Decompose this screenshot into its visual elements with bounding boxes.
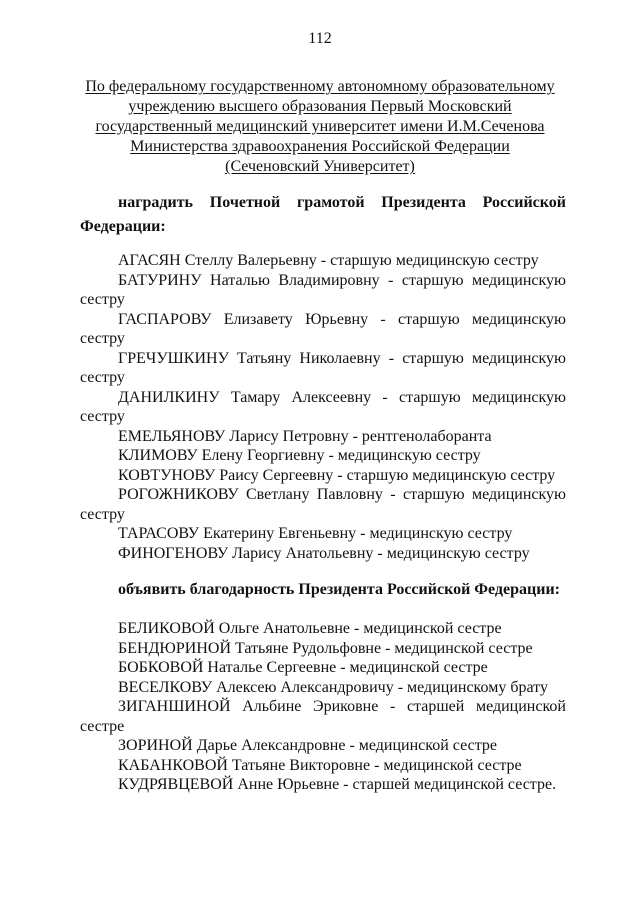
recipient-text: ЕМЕЛЬЯНОВУ Ларису Петровну - рентгенолаборанта — [118, 427, 492, 445]
list-item — [80, 524, 566, 544]
list-item — [80, 271, 566, 310]
recipient-text: ЗИГАНШИНОЙ Альбине Эриковне - старшей медицинской — [118, 698, 566, 715]
list-item — [80, 619, 566, 639]
recipient-text: ТАРАСОВУ Екатерину Евгеньевну - медицинскую сестру — [118, 525, 513, 542]
recipient-text: РОГОЖНИКОВУ Светлану Павловну - старшую медицинскую — [118, 486, 566, 503]
list-item — [80, 349, 566, 388]
heading-line: (Сеченовский Университет) — [225, 158, 415, 175]
recipient-text: АГАСЯН Стеллу Валерьевну - старшую медицинскую сестру — [118, 252, 539, 269]
recipient-text: БОБКОВОЙ Наталье Сергеевне - медицинской сестре — [118, 659, 488, 676]
recipient-text: КУДРЯВЦЕВОЙ Анне Юрьевне - старшей медицинской сестре. — [118, 776, 557, 793]
list-item — [80, 485, 566, 524]
page-number: 112 — [308, 30, 332, 47]
recipient-text-continuation: сестру — [80, 330, 125, 347]
list-item — [80, 544, 566, 564]
list-item — [80, 639, 566, 659]
recipient-text-continuation: сестру — [80, 408, 125, 425]
recipient-text-continuation: сестре — [80, 717, 125, 735]
recipient-text: КАБАНКОВОЙ Татьяне Викторовне - медицинской сестре — [118, 756, 522, 774]
recipient-text-continuation: сестру — [80, 505, 125, 523]
heading-line: По федеральному государственному автономному образовательному — [85, 78, 555, 95]
recipient-text: БЕЛИКОВОЙ Ольге Анатольевне - медицинской сестре — [118, 620, 502, 637]
recipient-text: ВЕСЕЛКОВУ Алексею Александровичу - медицинскому брату — [118, 678, 548, 696]
gratitude-section-title: объявить благодарность Президента Российской Федерации: — [118, 581, 560, 598]
recipient-text: КЛИМОВУ Елену Георгиевну - медицинскую сестру — [118, 447, 481, 464]
recipient-text: БАТУРИНУ Наталью Владимировну - старшую медицинскую — [118, 271, 566, 289]
gratitude-recipients-list — [80, 619, 566, 795]
recipient-text: ГАСПАРОВУ Елизавету Юрьевну - старшую медицинскую — [118, 310, 566, 328]
organization-heading — [70, 77, 570, 177]
recipient-text-continuation: сестру — [80, 369, 125, 386]
award-recipients-list — [80, 251, 566, 563]
list-item — [80, 775, 566, 795]
list-item — [80, 658, 566, 678]
list-item — [80, 697, 566, 736]
list-item — [80, 251, 566, 271]
list-item — [80, 310, 566, 349]
award-title-line: наградить Почетной грамотой Президента Российской — [118, 194, 566, 211]
recipient-text: БЕНДЮРИНОЙ Татьяне Рудольфовне - медицинской сестре — [118, 639, 533, 657]
recipient-text: ДАНИЛКИНУ Тамару Алексеевну - старшую медицинскую — [118, 388, 566, 406]
list-item — [80, 446, 566, 466]
list-item — [80, 736, 566, 756]
recipient-text: ЗОРИНОЙ Дарье Александровне - медицинской сестре — [118, 737, 497, 754]
list-item — [80, 427, 566, 447]
heading-line: государственный медицинский университет имени И.М.Сеченова — [95, 118, 545, 135]
list-item — [80, 678, 566, 698]
award-title-line: Федерации: — [80, 218, 166, 235]
list-item — [80, 756, 566, 776]
heading-line: Министерства здравоохранения Российской Федерации — [130, 138, 510, 155]
list-item — [80, 466, 566, 486]
heading-line: учреждению высшего образования Первый Московский — [128, 98, 512, 115]
recipient-text: ФИНОГЕНОВУ Ларису Анатольевну - медицинскую сестру — [118, 544, 530, 562]
recipient-text: ГРЕЧУШКИНУ Татьяну Николаевну - старшую медицинскую — [118, 349, 566, 367]
list-item — [80, 388, 566, 427]
award-section-title — [80, 191, 566, 239]
recipient-text: КОВТУНОВУ Раису Сергеевну - старшую медицинскую сестру — [118, 466, 556, 484]
recipient-text-continuation: сестру — [80, 291, 125, 308]
